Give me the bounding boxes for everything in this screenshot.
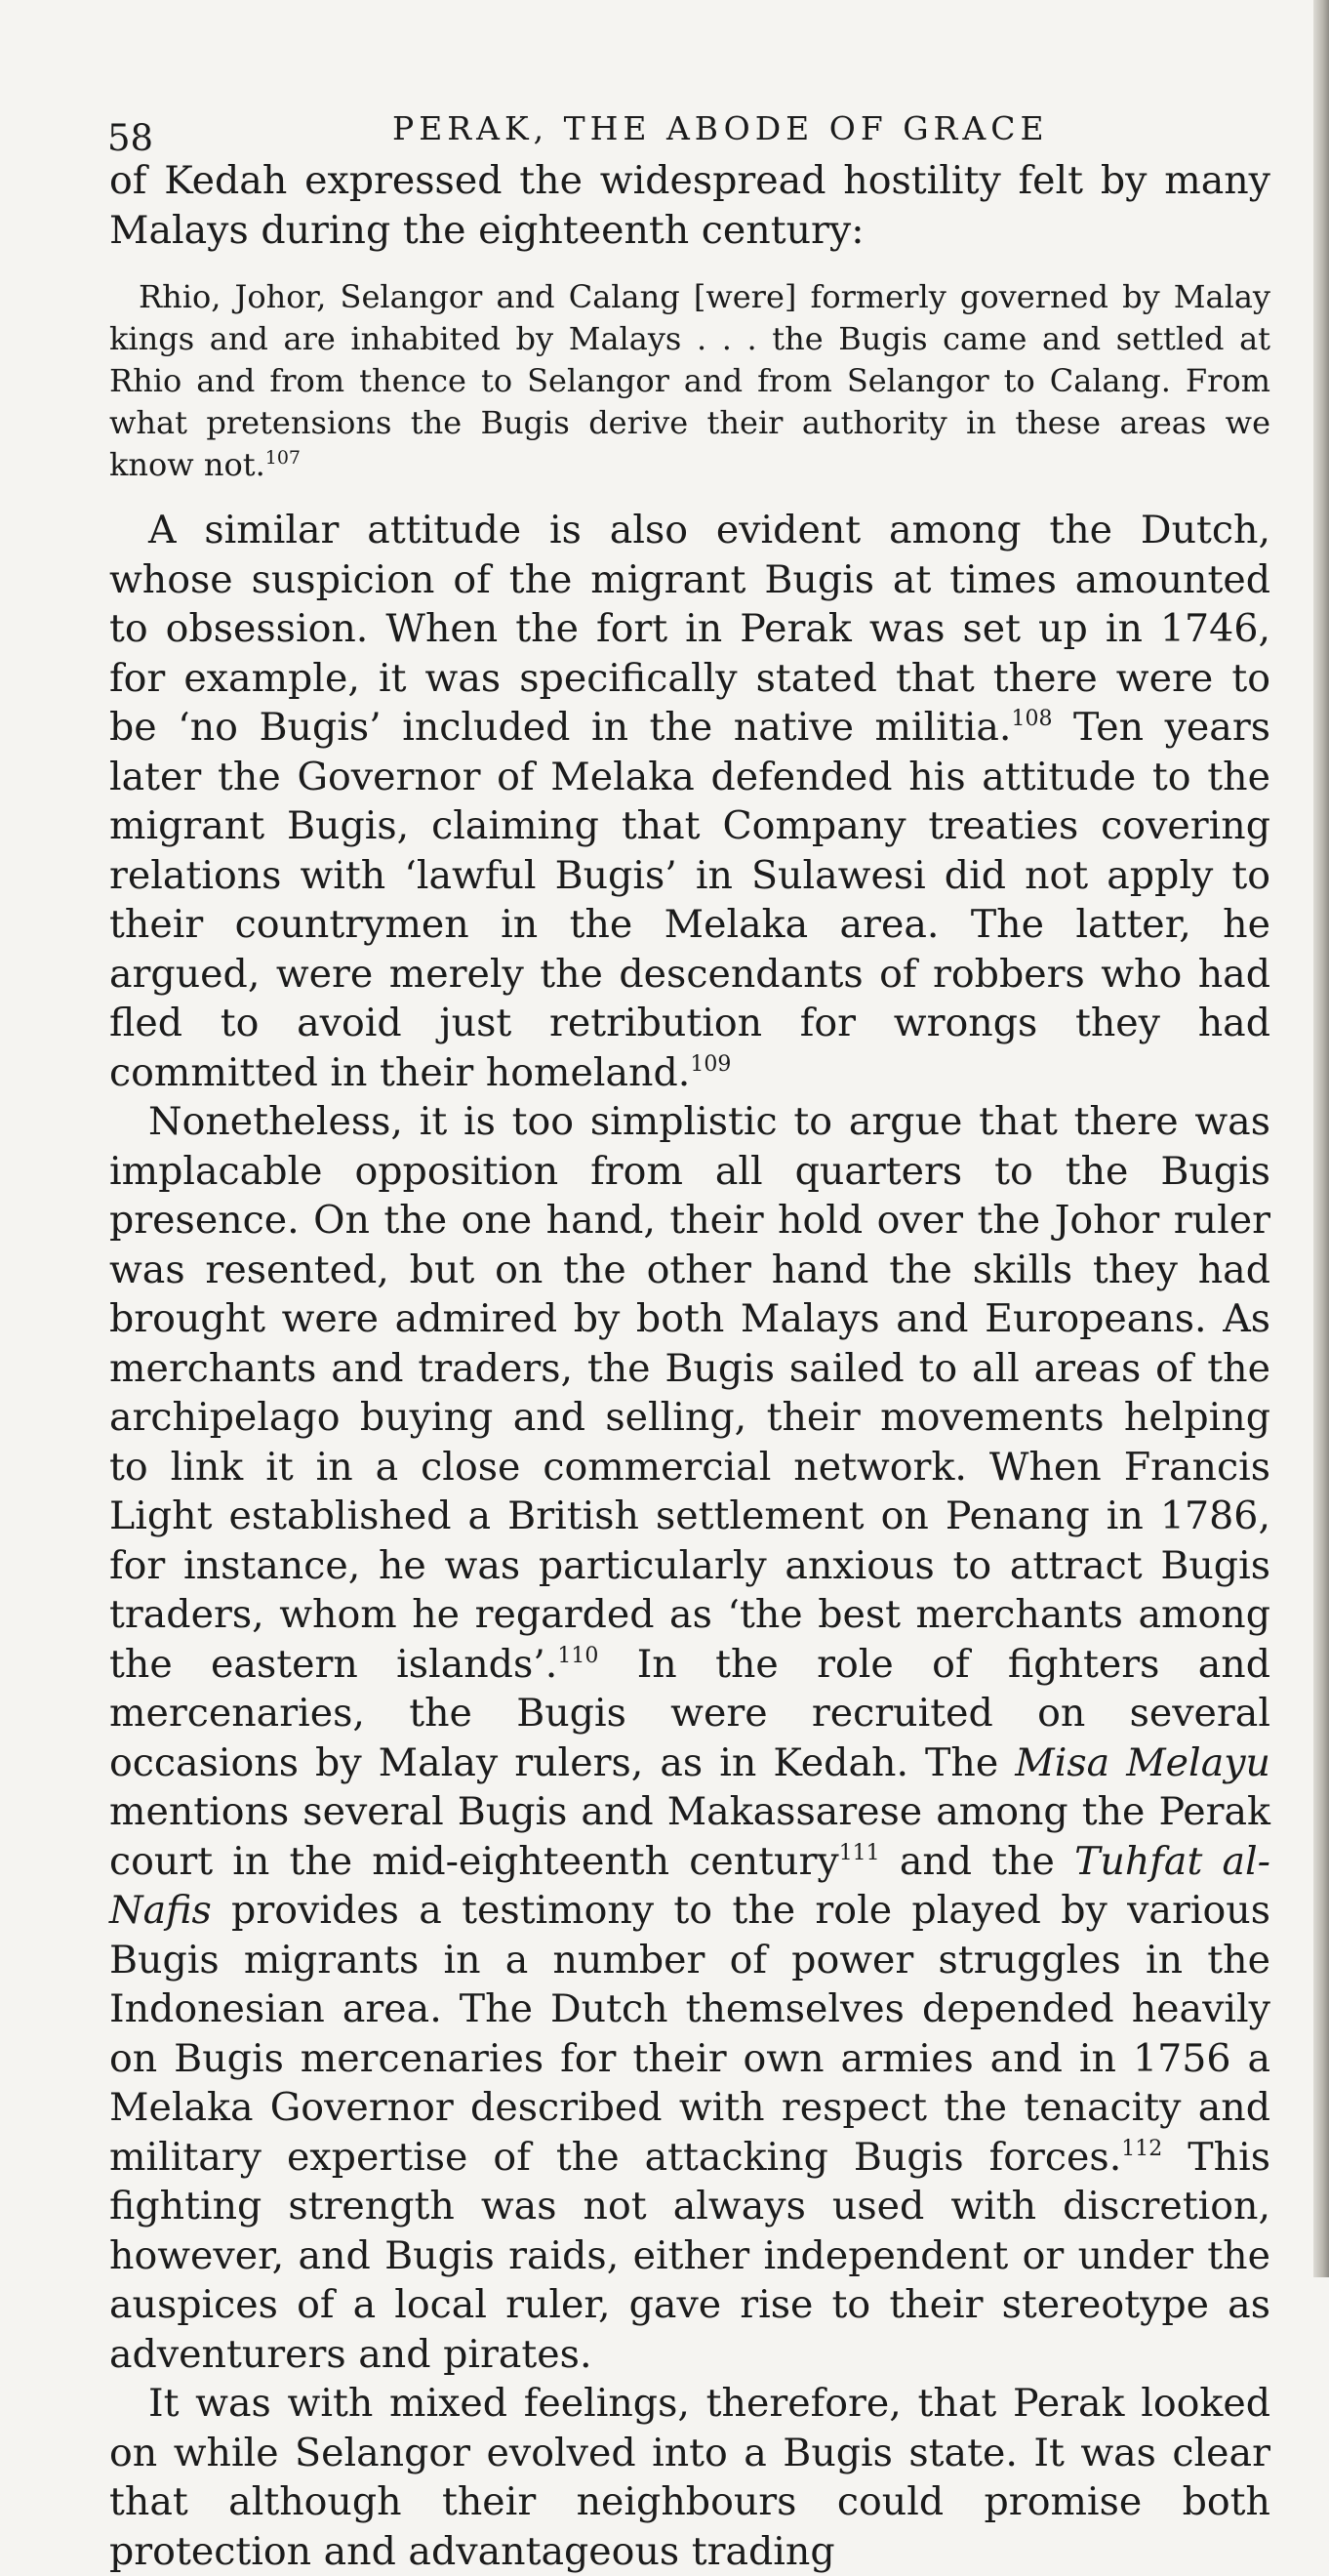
para3-text: It was with mixed feelings, therefore, that Perak looked on while Selangor evolved into a Bugis state. It was clear that although their neighbours could promise both protection and advantageous trading bbox=[109, 2381, 1270, 2574]
para2-text-2: In the role of fighters and mercenaries, the Bugis were recruited on several occasions by Malay rulers, as in Kedah. The bbox=[109, 1641, 1271, 1785]
footnote-ref-107: 107 bbox=[264, 447, 301, 469]
page-number: 58 bbox=[107, 117, 154, 159]
footnote-ref-108: 108 bbox=[1011, 707, 1053, 731]
footnote-ref-110: 110 bbox=[557, 1643, 599, 1668]
para2-text-1: Nonetheless, it is too simplistic to argue that there was implacable opposition from all quarters to the Bugis presence. On the one hand, their hold over the Johor ruler was resented, but on the other hand the skills they had brought were admired by both Malays and Europeans. As merchants and traders, the Bugis sailed to all areas of the archipelago buying and selling, their movements helping to link it in a close commercial network. When Francis Light established a British settlement on Penang in 1786, for instance, he was particularly anxious to attract Bugis traders, whom he regarded as ‘the best merchants among the eastern islands’. bbox=[109, 1099, 1270, 1687]
para2-text-5: provides a testimony to the role played by various Bugis migrants in a number of power struggles in the Indonesian area. The Dutch themselves depended heavily on Bugis mercenaries for their own armies and in 1756 a Melaka Governor described with respect the tenacity and military expertise of the attacking Bugis forces. bbox=[109, 1888, 1270, 2180]
paragraph-dutch-attitude bbox=[109, 506, 1270, 1097]
quote-text: Rhio, Johor, Selangor and Calang [were] formerly governed by Malay kings and are inhabited by Malays . . . the Bugis came and settled at Rhio and from thence to Selangor and from Selangor to Calang. From what pretensions the Bugis derive their authority in these areas we know not. bbox=[109, 278, 1270, 483]
intro-paragraph bbox=[109, 156, 1270, 255]
para2-text-6: This fighting strength was not always used with discretion, however, and Bugis raids, either independent or under the auspices of a local ruler, gave rise to their stereotype as adventurers and pirates. bbox=[109, 2134, 1270, 2377]
paragraph-bugis-skills bbox=[109, 1097, 1270, 2379]
footnote-ref-112: 112 bbox=[1121, 2136, 1163, 2161]
footnote-ref-111: 111 bbox=[838, 1840, 880, 1865]
page-body bbox=[109, 156, 1270, 2576]
para2-text-3: mentions several Bugis and Makassarese among the Perak court in the mid-eighteenth century bbox=[109, 1789, 1270, 1884]
quote-text-block bbox=[109, 276, 1270, 486]
page-edge-shadow bbox=[1313, 0, 1329, 2277]
footnote-ref-109: 109 bbox=[690, 1051, 732, 1077]
running-head: PERAK, THE ABODE OF GRACE bbox=[392, 109, 1049, 147]
para1-text-1: A similar attitude is also evident among the Dutch, whose suspicion of the migrant Bugis at times amounted to obsession. When the fort in Perak was set up in 1746, for example, it was specifically stated that there were to be ‘no Bugis’ included in the native militia. bbox=[109, 508, 1270, 750]
intro-text: of Kedah expressed the widespread hostility felt by many Malays during the eighteenth century: bbox=[109, 158, 1270, 253]
page-header bbox=[107, 105, 1269, 164]
para1-text-2: Ten years later the Governor of Melaka defended his attitude to the migrant Bugis, claiming that Company treaties covering relations with ‘lawful Bugis’ in Sulawesi did not apply to their countrymen in the Melaka area. The latter, he argued, were merely the descendants of robbers who had fled to avoid just retribution for wrongs they had committed in their homeland. bbox=[109, 705, 1270, 1095]
paragraph-selangor bbox=[109, 2379, 1270, 2576]
para2-text-4: and the bbox=[879, 1838, 1075, 1884]
title-misa-melayu: Misa Melayu bbox=[1015, 1739, 1270, 1785]
title-tuhfat-al-nafis: Tuhfat al-Nafis bbox=[109, 1838, 1270, 1933]
block-quote bbox=[109, 276, 1270, 486]
